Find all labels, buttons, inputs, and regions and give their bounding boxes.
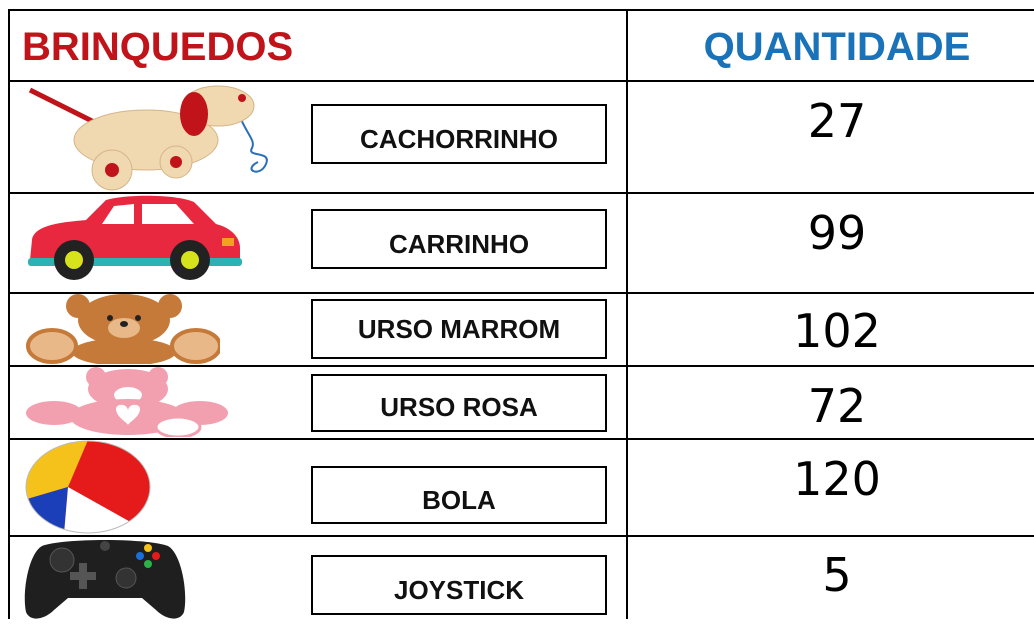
quantity-joystick: 5 [822, 548, 852, 602]
toy-label-urso-rosa: URSO ROSA [311, 374, 607, 432]
toy-label-cachorrinho: CACHORRINHO [311, 104, 607, 164]
toy-label-urso-marrom: URSO MARROM [311, 299, 607, 359]
quantity-urso-rosa: 72 [807, 379, 867, 433]
column-divider [626, 9, 628, 619]
table-border-top [8, 9, 1034, 11]
toy-label-bola: BOLA [311, 466, 607, 524]
quantity-urso-marrom: 102 [793, 304, 881, 358]
quantity-carrinho: 99 [807, 206, 867, 260]
toy-car-icon [26, 194, 244, 284]
toy-dog-icon [26, 84, 286, 192]
quantity-cachorrinho: 27 [807, 94, 867, 148]
toys-column-header: BRINQUEDOS [22, 25, 294, 69]
beach-ball-icon [24, 440, 152, 534]
table-border-left [8, 9, 10, 619]
toy-label-carrinho: CARRINHO [311, 209, 607, 269]
quantity-column-header: QUANTIDADE [703, 25, 971, 69]
pink-bear-icon [24, 367, 230, 437]
gamepad-icon [22, 538, 188, 619]
toy-label-joystick: JOYSTICK [311, 555, 607, 615]
row-divider [8, 535, 1034, 537]
brown-bear-icon [24, 294, 220, 364]
quantity-bola: 120 [793, 452, 881, 506]
row-divider [8, 438, 1034, 440]
row-divider [8, 80, 1034, 82]
